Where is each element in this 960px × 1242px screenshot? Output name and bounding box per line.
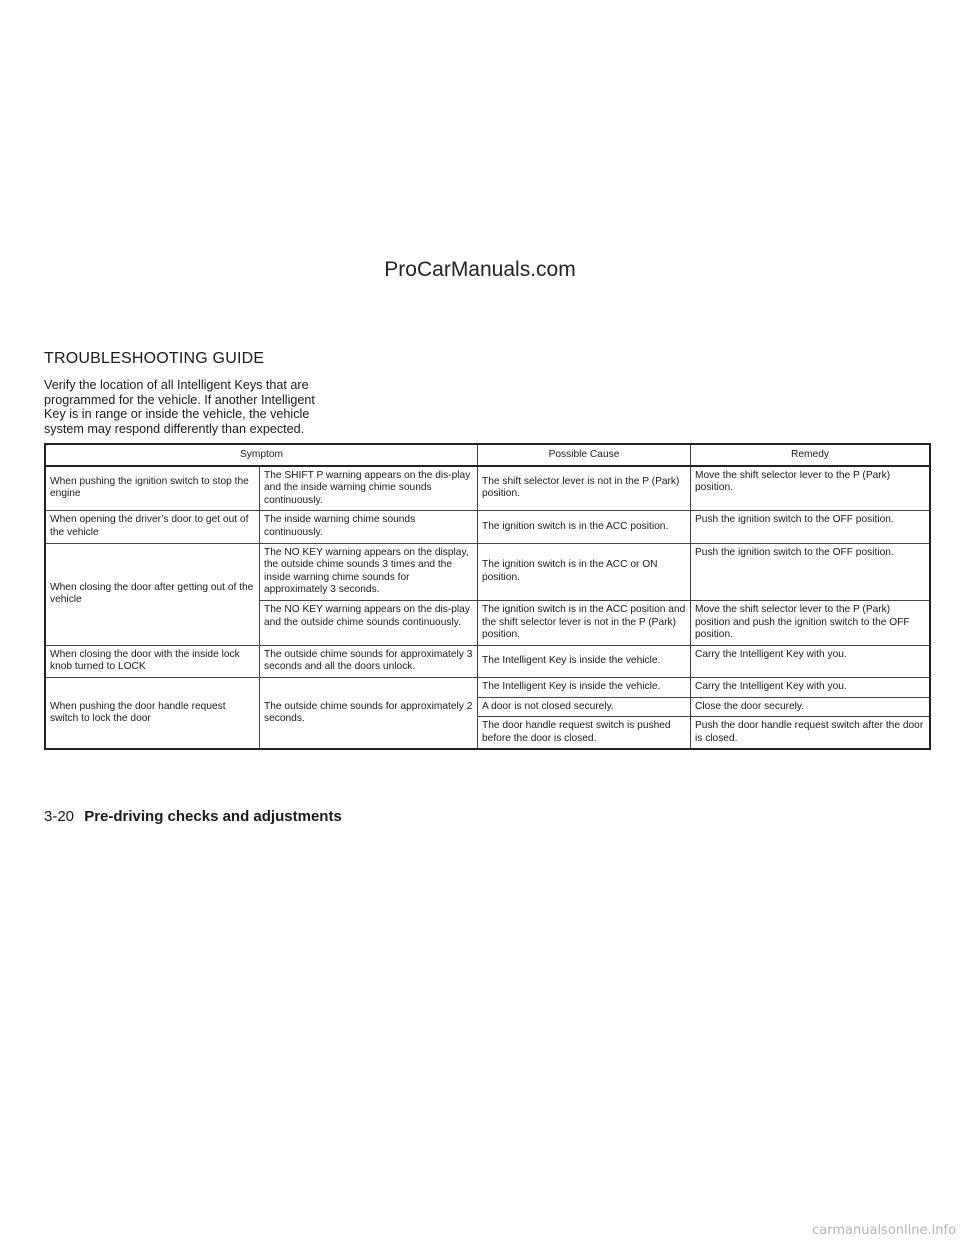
table-header-row [45, 444, 930, 466]
remedy-cell: Carry the Intelligent Key with you. [691, 645, 931, 677]
symptom-cell: When closing the door with the inside lock knob turned to LOCK [45, 645, 260, 677]
remedy-cell: Push the ignition switch to the OFF position. [691, 511, 931, 543]
cause-cell: A door is not closed securely. [478, 697, 691, 717]
section-heading: TROUBLESHOOTING GUIDE [44, 350, 265, 367]
cause-cell: The Intelligent Key is inside the vehicle. [478, 677, 691, 697]
cause-cell: The ignition switch is in the ACC or ON position. [478, 543, 691, 600]
symptom-cell: When pushing the door handle request switch to lock the door [45, 677, 260, 749]
remedy-cell: Push the door handle request switch after the door is closed. [691, 717, 931, 750]
symptom-detail-cell: The outside chime sounds for approximately 2 seconds. [260, 677, 478, 749]
watermark-carmanualsonline: carmanualsonline.info [812, 1223, 956, 1238]
table-row [45, 466, 930, 511]
remedy-cell: Move the shift selector lever to the P (Park) position. [691, 466, 931, 511]
symptom-detail-cell: The NO KEY warning appears on the dis-play and the outside chime sounds continuously. [260, 600, 478, 645]
cause-cell: The door handle request switch is pushed before the door is closed. [478, 717, 691, 750]
cause-cell: The ignition switch is in the ACC position. [478, 511, 691, 543]
header-possible-cause: Possible Cause [478, 444, 691, 466]
symptom-cell: When closing the door after getting out of the vehicle [45, 543, 260, 645]
page-number: 3-20 [44, 808, 75, 825]
footer-section-title: Pre-driving checks and adjustments [84, 808, 342, 825]
intro-paragraph: Verify the location of all Intelligent Keys that are programmed for the vehicle. If another Intelligent Key is in range or inside the vehicle, the vehicle system may respond differently than expected. [44, 378, 315, 436]
symptom-cell: When opening the driver’s door to get out of the vehicle [45, 511, 260, 543]
remedy-cell: Push the ignition switch to the OFF position. [691, 543, 931, 600]
symptom-detail-cell: The SHIFT P warning appears on the dis-play and the inside warning chime sounds continuously. [260, 466, 478, 511]
symptom-detail-cell: The inside warning chime sounds continuously. [260, 511, 478, 543]
remedy-cell: Carry the Intelligent Key with you. [691, 677, 931, 697]
header-symptom: Symptom [45, 444, 478, 466]
symptom-cell: When pushing the ignition switch to stop the engine [45, 466, 260, 511]
header-remedy: Remedy [691, 444, 931, 466]
symptom-detail-cell: The outside chime sounds for approximately 3 seconds and all the doors unlock. [260, 645, 478, 677]
remedy-cell: Close the door securely. [691, 697, 931, 717]
table-row [45, 511, 930, 543]
table-row [45, 677, 930, 697]
watermark-procarmanuals: ProCarManuals.com [384, 258, 576, 281]
table-row [45, 543, 930, 600]
table-row [45, 645, 930, 677]
cause-cell: The ignition switch is in the ACC position and the shift selector lever is not in the P (Park) position. [478, 600, 691, 645]
cause-cell: The shift selector lever is not in the P (Park) position. [478, 466, 691, 511]
cause-cell: The Intelligent Key is inside the vehicle. [478, 645, 691, 677]
troubleshooting-table [44, 443, 931, 750]
page-footer [44, 808, 342, 825]
remedy-cell: Move the shift selector lever to the P (Park) position and push the ignition switch to the OFF position. [691, 600, 931, 645]
symptom-detail-cell: The NO KEY warning appears on the display, the outside chime sounds 3 times and the inside warning chime sounds for approximately 3 seconds. [260, 543, 478, 600]
troubleshooting-section [44, 350, 932, 436]
